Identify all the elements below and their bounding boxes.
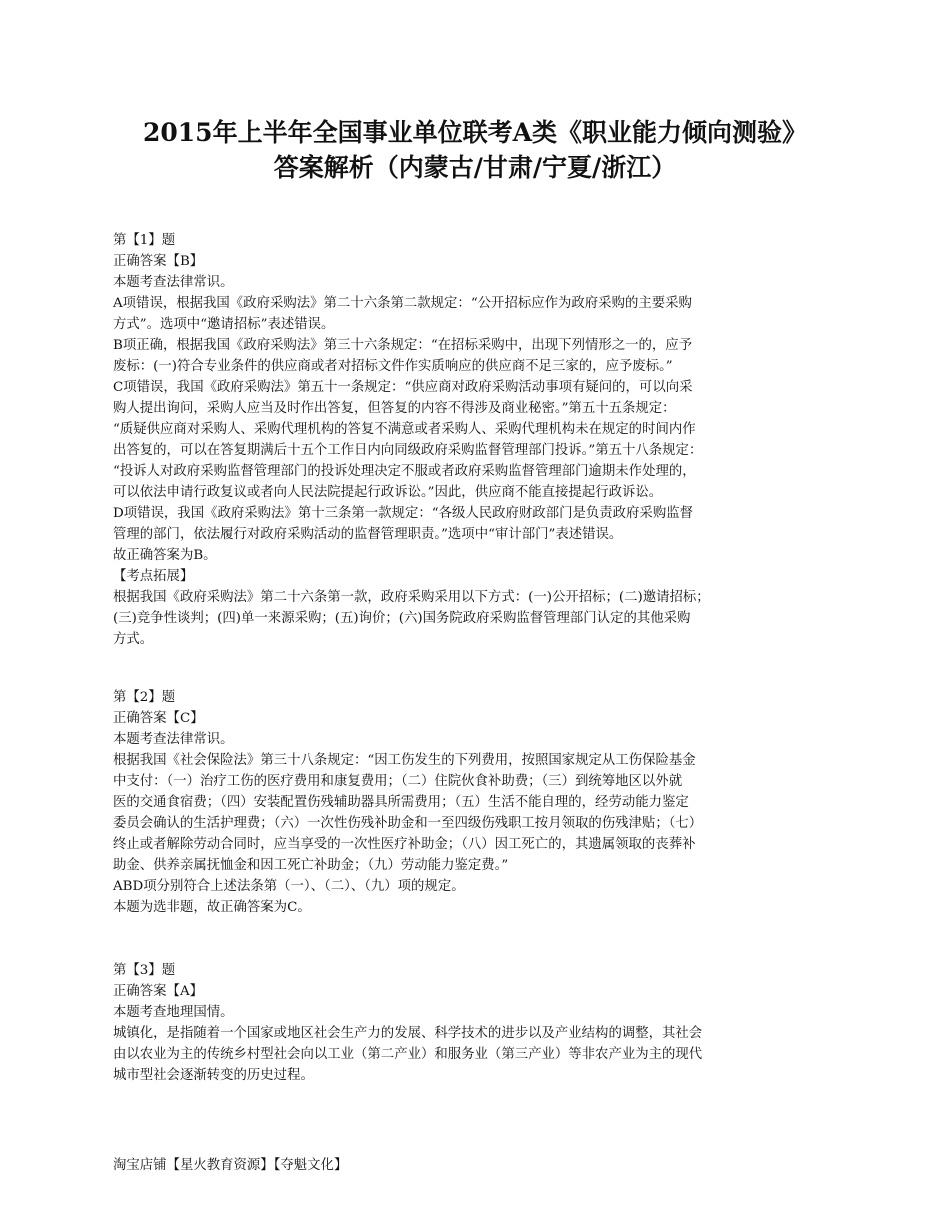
- page-title-line-1: 2015年上半年全国事业单位联考A类《职业能力倾向测验》: [143, 118, 807, 147]
- question-2: [113, 687, 843, 918]
- explanation-line: 根据我国《社会保险法》第三十八条规定：“因工伤发生的下列费用，按照国家规定从工伤保险基金: [113, 753, 696, 768]
- explanation-line: ABD项分别符合上述法条第（一）、（二）、（九）项的规定。: [113, 879, 465, 894]
- correct-answer: 正确答案【C】: [113, 711, 204, 726]
- correct-answer: 正确答案【A】: [113, 984, 204, 999]
- question-heading: 第【3】题: [113, 963, 176, 978]
- explanation-line: 由以农业为主的传统乡村型社会向以工业（第二产业）和服务业（第三产业）等非农产业为主的现代: [113, 1047, 703, 1062]
- explanation-line: 城市型社会逐渐转变的历史过程。: [113, 1068, 314, 1083]
- page-footer: 淘宝店铺【星火教育资源】【夺魁文化】: [113, 1158, 348, 1173]
- extension-line: 根据我国《政府采购法》第二十六条第一款，政府采购采用以下方式：(一)公开招标；(二)邀请招标；: [113, 590, 710, 605]
- question-topic: 本题考查法律常识。: [113, 275, 234, 290]
- explanation-line: 委员会确认的生活护理费；（六）一次性伤残补助金和一至四级伤残职工按月领取的伤残津贴；（七）: [113, 816, 703, 831]
- extension-line: (三)竞争性谈判；(四)单一来源采购；(五)询价；(六)国务院政府采购监督管理部门认定的其他采购: [113, 611, 691, 626]
- explanation-line: 本题为选非题，故正确答案为C。: [113, 900, 311, 915]
- explanation-line: 医的交通食宿费；（四）安装配置伤残辅助器具所需费用；（五）生活不能自理的，经劳动能力鉴定: [113, 795, 689, 810]
- question-topic: 本题考查法律常识。: [113, 732, 234, 747]
- explanation-line: 管理的部门，依法履行对政府采购活动的监督管理职责。”选项中“审计部门”表述错误。: [113, 527, 623, 542]
- explanation-line: 方式”。选项中“邀请招标”表述错误。: [113, 317, 335, 332]
- section-spacer: [113, 918, 843, 960]
- explanation-line: B项正确，根据我国《政府采购法》第三十六条规定：“在招标采购中，出现下列情形之一的，应予: [113, 338, 693, 353]
- explanation-line: 助金、供养亲属抚恤金和因工死亡补助金；（九）劳动能力鉴定费。”: [113, 858, 509, 873]
- document-body: [113, 230, 843, 1086]
- question-topic: 本题考查地理国情。: [113, 1005, 234, 1020]
- extension-line: 方式。: [113, 632, 154, 647]
- question-3: [113, 960, 843, 1086]
- explanation-line: 城镇化，是指随着一个国家或地区社会生产力的发展、科学技术的进步以及产业结构的调整，其社会: [113, 1026, 703, 1041]
- explanation-line: A项错误，根据我国《政府采购法》第二十六条第二款规定：“公开招标应作为政府采购的主要采购: [113, 296, 692, 311]
- explanation-line: 故正确答案为B。: [113, 548, 217, 563]
- explanation-line: “投诉人对政府采购监督管理部门的投诉处理决定不服或者政府采购监督管理部门逾期未作处理的，: [113, 464, 696, 479]
- explanation-line: “质疑供应商对采购人、采购代理机构的答复不满意或者采购人、采购代理机构未在规定的时间内作: [113, 422, 696, 437]
- extension-heading: 【考点拓展】: [113, 569, 194, 584]
- explanation-line: 可以依法申请行政复议或者向人民法院提起行政诉讼。”因此，供应商不能直接提起行政诉讼。: [113, 485, 663, 500]
- explanation-line: 购人提出询问，采购人应当及时作出答复，但答复的内容不得涉及商业秘密。”第五十五条规定：: [113, 401, 676, 416]
- question-heading: 第【1】题: [113, 233, 176, 248]
- explanation-line: 废标：(一)符合专业条件的供应商或者对招标文件作实质响应的供应商不足三家的，应予废标。”: [113, 359, 673, 374]
- explanation-line: 中支付：（一）治疗工伤的医疗费用和康复费用；（二）住院伙食补助费；（三）到统筹地区以外就: [113, 774, 683, 789]
- section-spacer: [113, 650, 843, 687]
- question-1: [113, 230, 843, 650]
- explanation-line: D项错误，我国《政府采购法》第十三条第一款规定：“各级人民政府财政部门是负责政府采购监督: [113, 506, 693, 521]
- explanation-line: 出答复的，可以在答复期满后十五个工作日内向同级政府采购监督管理部门投诉。”第五十八条规定：: [113, 443, 703, 458]
- question-heading: 第【2】题: [113, 690, 176, 705]
- correct-answer: 正确答案【B】: [113, 254, 204, 269]
- explanation-line: C项错误，我国《政府采购法》第五十一条规定：“供应商对政府采购活动事项有疑问的，可以向采: [113, 380, 693, 395]
- explanation-line: 终止或者解除劳动合同时，应当享受的一次性医疗补助金；（八）因工死亡的，其遗属领取的丧葬补: [113, 837, 696, 852]
- page-title-line-2: 答案解析（内蒙古/甘肃/宁夏/浙江）: [273, 153, 677, 182]
